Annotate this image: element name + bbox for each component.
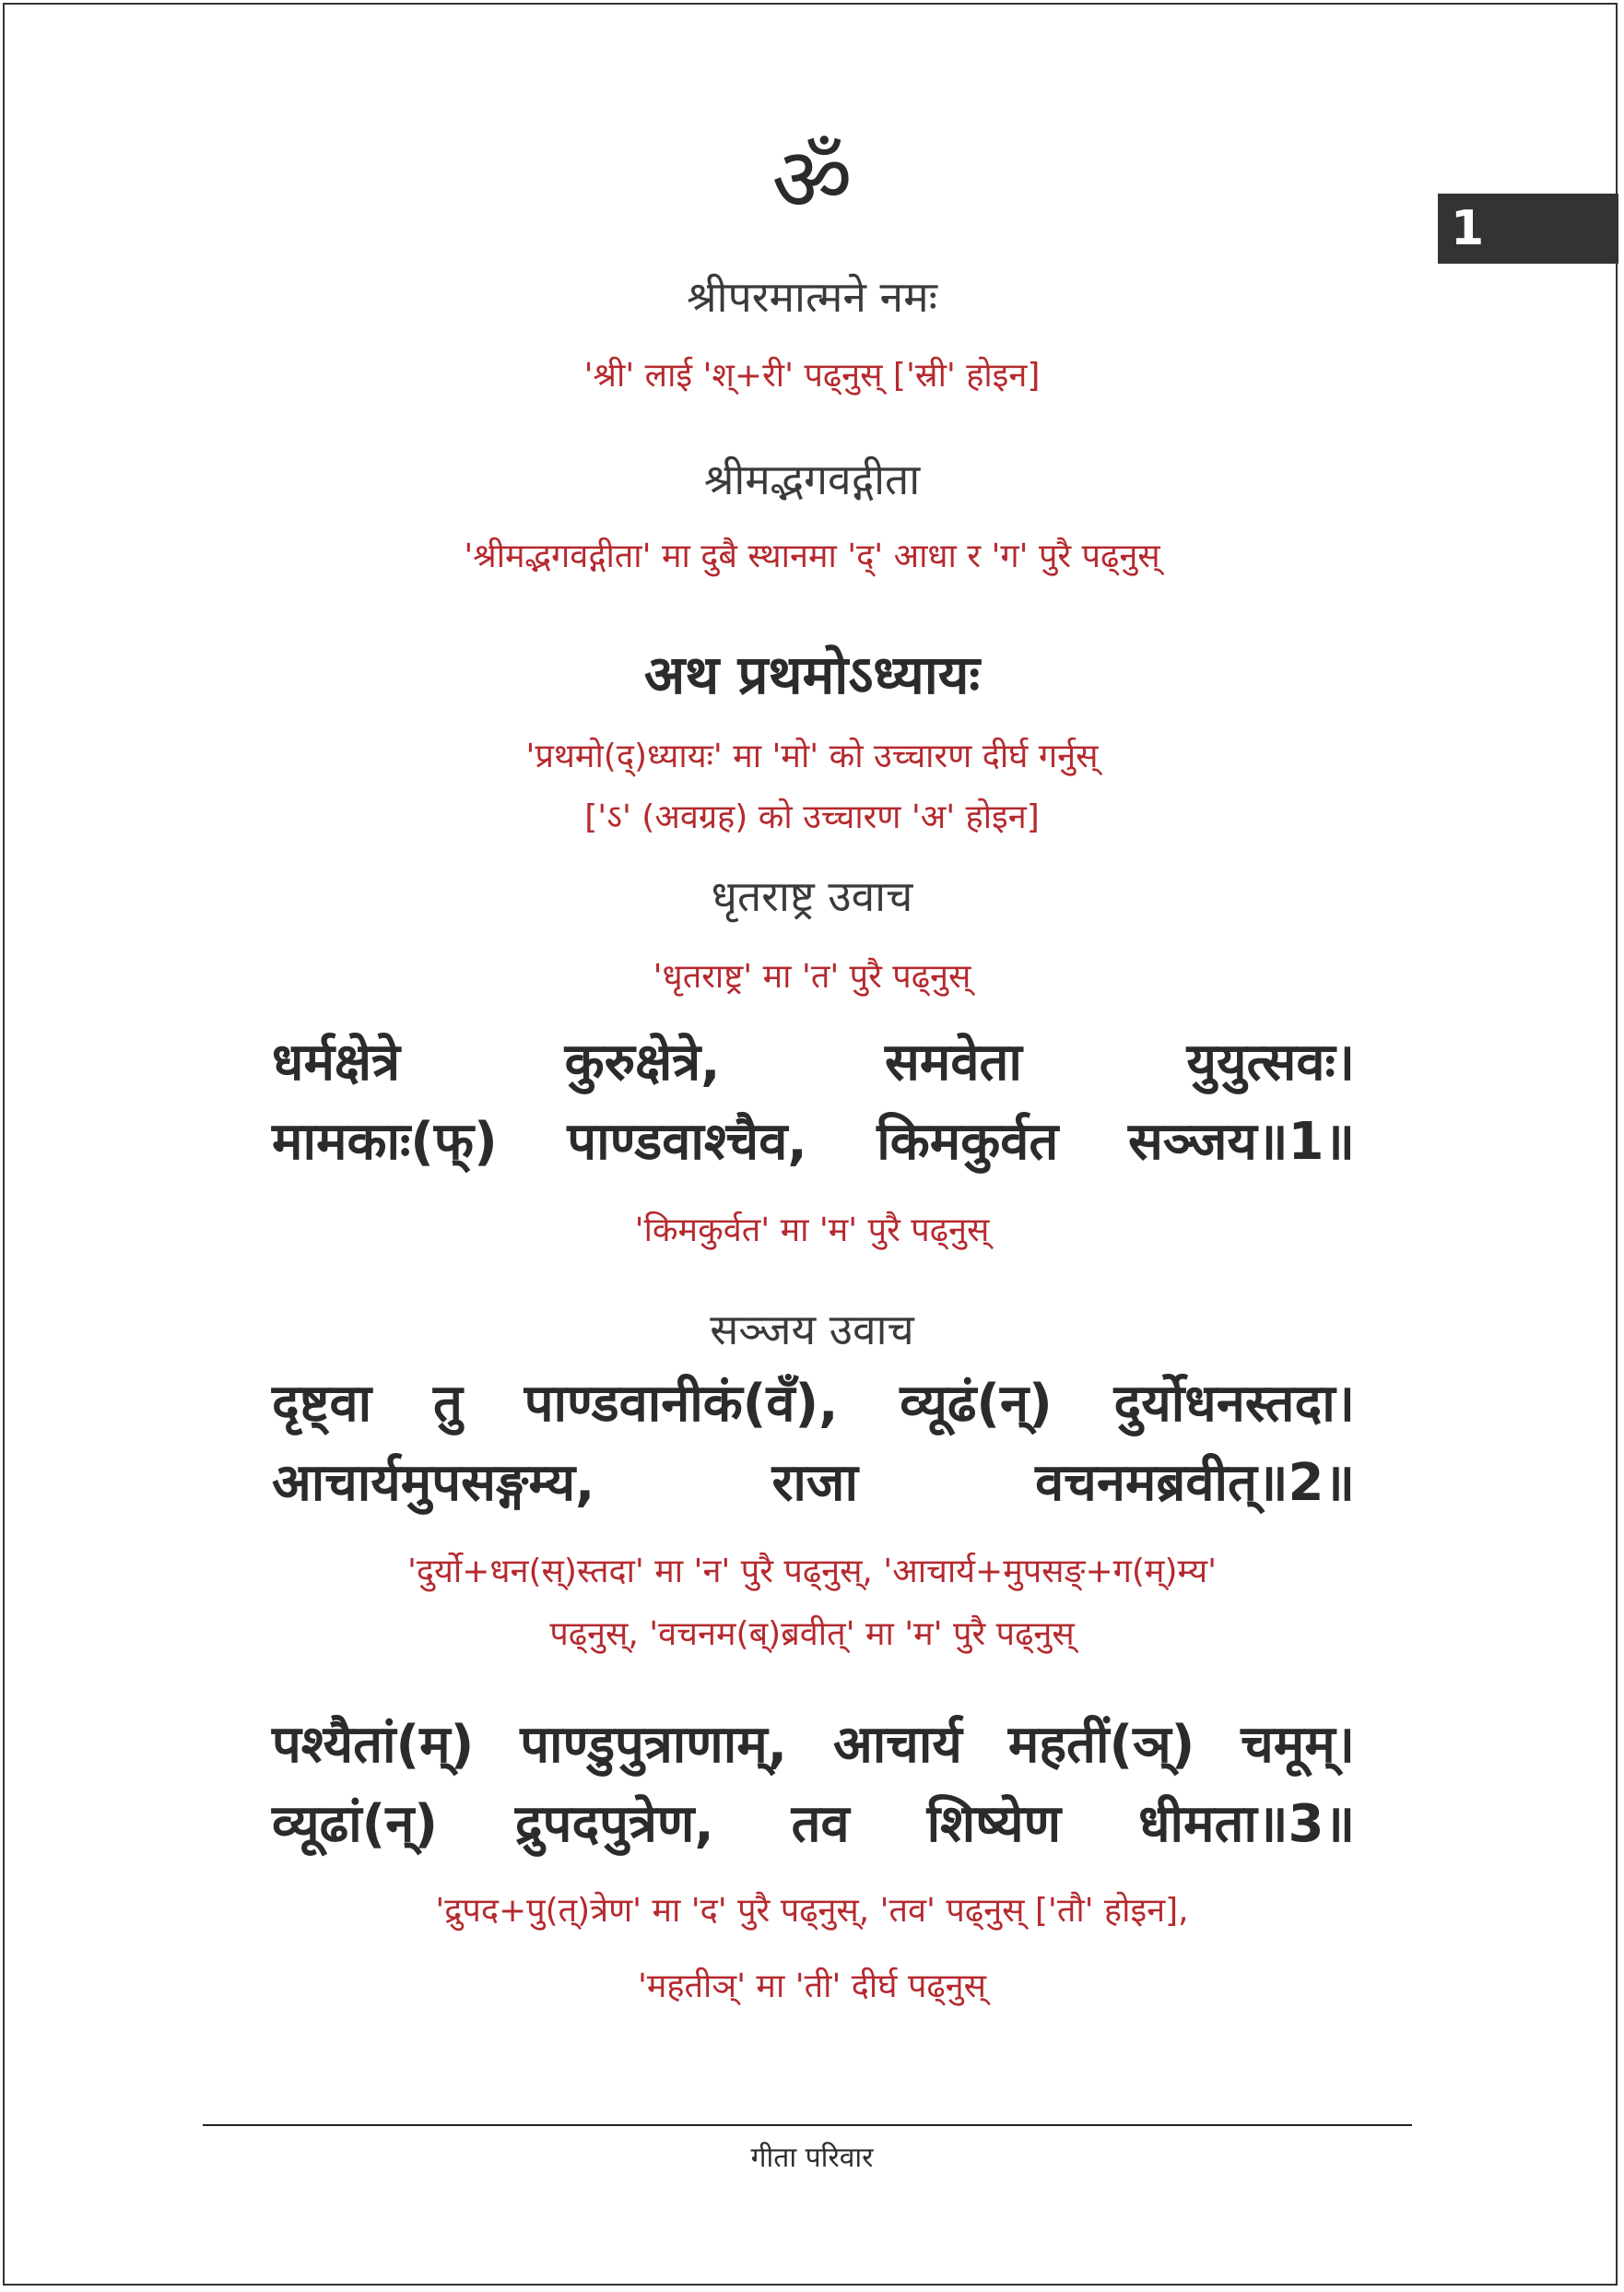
verse-word: द्रुपदपुत्रेण,	[514, 1794, 714, 1854]
note-7a: 'द्रुपद+पु(त्)त्रेण' मा 'द' पुरै पढ्नुस्, 'तव' पढ्नुस् ['तौ' होइन],	[435, 1892, 1189, 1930]
speaker-sanjaya: सञ्जय उवाच	[710, 1305, 914, 1354]
verse-word: व्यूढं(न्)	[900, 1374, 1053, 1434]
verse-word: आचार्य	[833, 1715, 962, 1775]
verse-word: कुरुक्षेत्रे,	[564, 1033, 721, 1093]
note-6a: 'दुर्यो+धन(स्)स्तदा' मा 'न' पुरै पढ्नुस्, 'आचार्य+मुपसङ्+ग(म्)म्य'	[407, 1553, 1217, 1590]
verse-word: चमूम्।	[1241, 1715, 1355, 1775]
verse-word: पाण्डवानीकं(वँ),	[524, 1374, 839, 1434]
verse-word: महतीं(ञ्)	[1007, 1715, 1195, 1775]
verse-word: युयुत्सवः।	[1186, 1033, 1355, 1093]
invocation: श्रीपरमात्मने नमः	[687, 272, 937, 322]
verse-word: तव	[791, 1794, 850, 1854]
verse-word: राजा	[771, 1453, 858, 1513]
verse-word: आचार्यमुपसङ्गम्य,	[272, 1453, 595, 1513]
verse-1-line-1	[272, 1023, 1355, 1103]
verse-3-line-2	[272, 1785, 1355, 1864]
verse-1-line-2	[272, 1103, 1355, 1182]
verse-word: मामकाः(फ्)	[272, 1112, 498, 1172]
verse-word: शिष्येण	[926, 1794, 1062, 1854]
verse-3	[272, 1706, 1355, 1864]
note-3b: ['ऽ' (अवग्रह) को उच्चारण 'अ' होइन]	[584, 798, 1040, 836]
verse-word: दृष्ट्वा	[272, 1374, 372, 1434]
page-number-tab: 1	[1438, 194, 1618, 264]
note-7b: 'महतीञ्' मा 'ती' दीर्घ पढ्नुस्	[637, 1967, 986, 2005]
om-symbol: ॐ	[771, 128, 853, 231]
verse-word: किमकुर्वत	[877, 1112, 1059, 1172]
note-6b: पढ्नुस्, 'वचनम(ब्)ब्रवीत्' मा 'म' पुरै पढ्नुस्	[549, 1615, 1075, 1653]
verse-2-line-2	[272, 1444, 1355, 1523]
scripture-title: श्रीमद्भगवद्गीता	[703, 455, 921, 504]
footer-divider	[203, 2124, 1412, 2126]
chapter-heading: अथ प्रथमोऽध्यायः	[643, 644, 981, 706]
verse-word: पाण्डवाश्चैव,	[567, 1112, 807, 1172]
verse-2-line-1	[272, 1365, 1355, 1444]
speaker-dhritarashtra: धृतराष्ट्र उवाच	[711, 871, 913, 921]
verse-word: वचनमब्रवीत्॥2॥	[1035, 1453, 1355, 1513]
verse-3-line-1	[272, 1706, 1355, 1785]
verse-word: सञ्जय॥1॥	[1128, 1112, 1355, 1172]
verse-word: धीमता॥3॥	[1138, 1794, 1355, 1854]
note-5: 'किमकुर्वत' मा 'म' पुरै पढ्नुस्	[634, 1211, 990, 1249]
verse-word: दुर्योधनस्तदा।	[1113, 1374, 1355, 1434]
verse-word: तु	[432, 1374, 463, 1434]
footer-publisher: गीता परिवार	[750, 2142, 874, 2174]
verse-word: पाण्डुपुत्राणाम्,	[520, 1715, 788, 1775]
note-4: 'धृतराष्ट्र' मा 'त' पुरै पढ्नुस्	[653, 958, 971, 996]
note-3a: 'प्रथमो(द्)ध्यायः' मा 'मो' को उच्चारण दीर्घ गर्नुस्	[525, 738, 1099, 775]
verse-word: धर्मक्षेत्रे	[272, 1033, 400, 1093]
verse-2	[272, 1365, 1355, 1523]
verse-word: पश्यैतां(म्)	[272, 1715, 475, 1775]
verse-word: समवेता	[885, 1033, 1022, 1093]
note-1: 'श्री' लाई 'श्+री' पढ्नुस् ['स्री' होइन]	[583, 357, 1041, 395]
verse-1	[272, 1023, 1355, 1182]
verse-word: व्यूढां(न्)	[272, 1794, 438, 1854]
note-2: 'श्रीमद्भगवद्गीता' मा दुबै स्थानमा 'द्' आधा र 'ग' पुरै पढ्नुस्	[464, 538, 1160, 575]
